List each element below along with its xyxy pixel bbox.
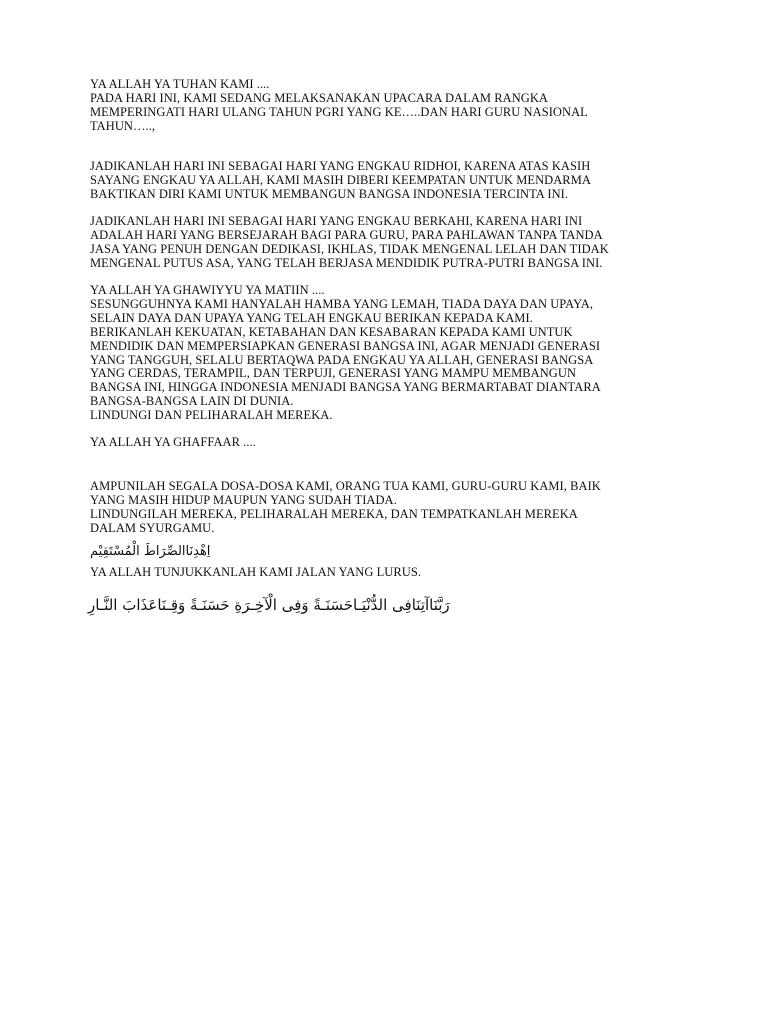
document-line: JASA YANG PENUH DENGAN DEDIKASI, IKHLAS, TIDAK MENGENAL LELAH DAN TIDAK <box>90 241 609 256</box>
document-line: LINDUNGI DAN PELIHARALAH MEREKA. <box>90 408 333 423</box>
paragraph-ampunilah <box>90 480 601 536</box>
arabic-verse-ihdina: اِهْدِنَاالصِّرَاطَ الْمُسْتَقِيْم <box>90 544 211 559</box>
document-line: YA ALLAH YA TUHAN KAMI .... <box>90 77 270 91</box>
arabic-verse-rabbana: رَبَّنَاآتِنَافِى الدُّنْيَـاحَسَنَـةً وَفِى الْآخِـرَةِ حَسَنَـةً وَقِـنَاعَذَابَ النَّـارِ <box>88 596 450 614</box>
paragraph-ghaffaar <box>90 436 256 450</box>
document-line: SAYANG ENGKAU YA ALLAH, KAMI MASIH DIBERI KEEMPATAN UNTUK MENDARMA <box>90 172 591 187</box>
paragraph-ghawiyyu <box>90 284 601 423</box>
document-line: DALAM SYURGAMU. <box>90 520 215 535</box>
document-line: BANGSA-BANGSA LAIN DI DUNIA. <box>90 394 294 409</box>
document-line: MENDIDIK DAN MEMPERSIAPKAN GENERASI BANGSA INI, AGAR MENJADI GENERASI <box>90 338 601 353</box>
document-line: PADA HARI INI, KAMI SEDANG MELAKSANAKAN UPACARA DALAM RANGKA <box>90 90 549 105</box>
document-line: BAKTIKAN DIRI KAMI UNTUK MEMBANGUN BANGSA INDONESIA TERCINTA INI. <box>90 186 569 201</box>
document-line: LINDUNGILAH MEREKA, PELIHARALAH MEREKA, DAN TEMPATKANLAH MEREKA <box>90 506 578 521</box>
document-line: YANG TANGGUH, SELALU BERTAQWA PADA ENGKAU YA ALLAH, GENERASI BANGSA <box>90 352 594 367</box>
document-line: BERIKANLAH KEKUATAN, KETABAHAN DAN KESABARAN KEPADA KAMI UNTUK <box>90 324 573 339</box>
document-line: YANG MASIH HIDUP MAUPUN YANG SUDAH TIADA. <box>90 492 397 507</box>
paragraph-opening-invocation <box>90 78 588 134</box>
paragraph-ridhoi <box>90 160 591 202</box>
document-line: MEMPERINGATI HARI ULANG TAHUN PGRI YANG KE…..DAN HARI GURU NASIONAL <box>90 104 588 119</box>
document-line: YA ALLAH YA GHAFFAAR .... <box>90 435 256 449</box>
document-line: JADIKANLAH HARI INI SEBAGAI HARI YANG ENGKAU RIDHOI, KARENA ATAS KASIH <box>90 159 591 173</box>
paragraph-translation <box>90 566 421 580</box>
document-line: ADALAH HARI YANG BERSEJARAH BAGI PARA GURU, PARA PAHLAWAN TANPA TANDA <box>90 227 603 242</box>
paragraph-berkahi <box>90 215 609 271</box>
document-line: YANG CERDAS, TERAMPIL, DAN TERPUJI, GENERASI YANG MAMPU MEMBANGUN <box>90 366 577 381</box>
document-line: MENGENAL PUTUS ASA, YANG TELAH BERJASA MENDIDIK PUTRA-PUTRI BANGSA INI. <box>90 255 603 270</box>
document-line: YA ALLAH YA GHAWIYYU YA MATIIN .... <box>90 283 325 297</box>
document-line: YA ALLAH TUNJUKKANLAH KAMI JALAN YANG LURUS. <box>90 565 422 579</box>
document-line: SELAIN DAYA DAN UPAYA YANG TELAH ENGKAU BERIKAN KEPADA KAMI. <box>90 310 533 325</box>
document-line: AMPUNILAH SEGALA DOSA-DOSA KAMI, ORANG TUA KAMI, GURU-GURU KAMI, BAIK <box>90 479 601 493</box>
document-line: JADIKANLAH HARI INI SEBAGAI HARI YANG ENGKAU BERKAHI, KARENA HARI INI <box>90 214 583 228</box>
document-line: BANGSA INI, HINGGA INDONESIA MENJADI BANGSA YANG BERMARTABAT DIANTARA <box>90 380 601 395</box>
document-line: TAHUN….., <box>90 118 156 133</box>
document-line: SESUNGGUHNYA KAMI HANYALAH HAMBA YANG LEMAH, TIADA DAYA DAN UPAYA, <box>90 296 594 311</box>
